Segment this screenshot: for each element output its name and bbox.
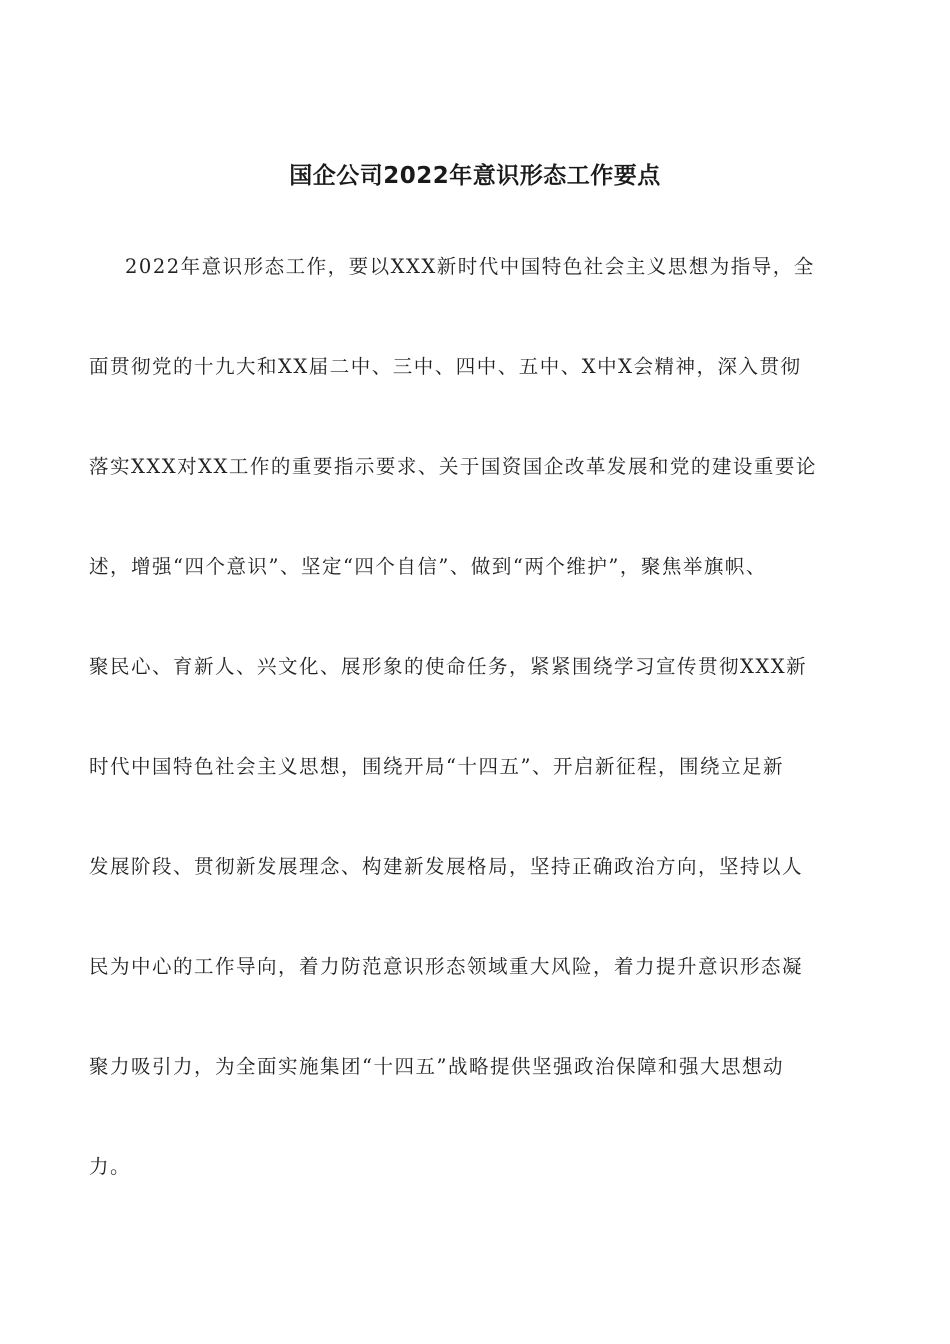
paragraph-line: 时代中国特色社会主义思想，围绕开局“十四五”、开启新征程，围绕立足新: [89, 755, 784, 778]
document-body: [89, 247, 879, 1247]
paragraph-line: 落实XXX对XX工作的重要指示要求、关于国资国企改革发展和党的建设重要论: [89, 455, 817, 478]
paragraph-line: 述，增强“四个意识”、坚定“四个自信”、做到“两个维护”，聚焦举旗帜、: [89, 555, 767, 578]
paragraph-line: 民为中心的工作导向，着力防范意识形态领域重大风险，着力提升意识形态凝: [89, 955, 804, 978]
document-title: 国企公司2022年意识形态工作要点: [289, 163, 661, 189]
paragraph-line: 聚民心、育新人、兴文化、展形象的使命任务，紧紧围绕学习宣传贯彻XXX新: [89, 655, 808, 678]
paragraph-line: 面贯彻党的十九大和XX届二中、三中、四中、五中、X中X会精神，深入贯彻: [89, 355, 802, 378]
paragraph-line: 发展阶段、贯彻新发展理念、构建新发展格局，坚持正确政治方向，坚持以人: [89, 855, 804, 878]
paragraph-line: 2022年意识形态工作，要以XXX新时代中国特色社会主义思想为指导，全: [125, 255, 815, 278]
paragraph-line: 聚力吸引力，为全面实施集团“十四五”战略提供坚强政治保障和强大思想动: [89, 1055, 784, 1078]
paragraph-line: 力。: [89, 1155, 132, 1178]
